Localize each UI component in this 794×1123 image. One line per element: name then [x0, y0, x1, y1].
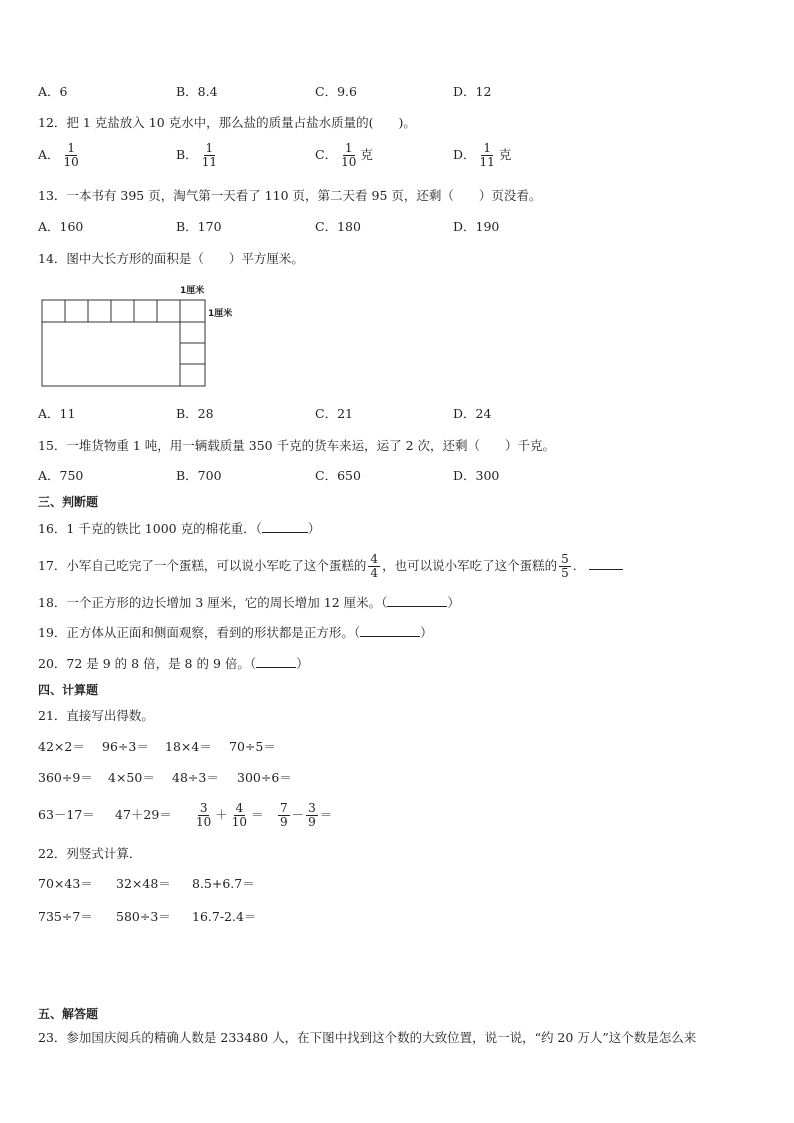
label-side: 1厘米	[208, 309, 233, 319]
question-17: 17．小军自己吃完了一个蛋糕，可以说小军吃了这个蛋糕的 $\frac{4}{4}$ ，也可以说小军吃了这个蛋糕的 $\frac{5}{5}$ ．	[38, 548, 623, 584]
calc-item: 735÷7＝	[38, 909, 93, 924]
question-16: 16．1 千克的铁比 1000 克的棉花重．（ ）	[38, 521, 321, 536]
option-c: C．9.6	[315, 84, 357, 99]
calc-item: 300÷6＝	[237, 770, 292, 785]
option-a: A． $\frac{1}{10}$	[38, 141, 79, 169]
label-top: 1厘米	[180, 286, 205, 296]
calc-item: 70÷5＝	[229, 739, 276, 754]
calc-item: 4×50＝	[108, 770, 155, 785]
fraction-difference: $\frac{7}{9}$ － $\frac{3}{9}$ ＝	[280, 801, 333, 829]
question-15-stem: 15．一堆货物重 1 吨，用一辆载质量 350 千克的货车来运，运了 2 次，还剩（ ）千克。	[38, 438, 556, 453]
question-22-stem: 22．列竖式计算．	[38, 846, 142, 861]
option-d: D．12	[453, 84, 492, 99]
section-heading: 四、计算题	[38, 683, 99, 697]
option-d: D．190	[453, 219, 500, 234]
question-12-stem: 12．把 1 克盐放入 10 克水中，那么盐的质量占盐水质量的( )。	[38, 115, 416, 130]
option-b: B． $\frac{1}{11}$	[176, 141, 217, 169]
calc-item: 63－17＝	[38, 807, 95, 822]
calc-item: 8.5+6.7＝	[192, 876, 255, 891]
calc-item: 96÷3＝	[102, 739, 149, 754]
section-heading: 五、解答题	[38, 1007, 99, 1021]
question-23-stem: 23．参加国庆阅兵的精确人数是 233480 人，在下图中找到这个数的大致位置，说一说，“约 20 万人”这个数是怎么来	[38, 1030, 697, 1045]
question-21-stem: 21．直接写出得数。	[38, 708, 154, 723]
option-b: B．28	[176, 406, 214, 421]
fraction: $\frac{5}{5}$	[561, 552, 569, 580]
option-a: A．750	[38, 468, 84, 483]
calc-item: 47＋29＝	[115, 807, 172, 822]
fraction: $\frac{1}{11}$	[479, 141, 495, 169]
calc-item: 580÷3＝	[116, 909, 171, 924]
option-b: B．700	[176, 468, 222, 483]
section-heading: 三、判断题	[38, 495, 99, 509]
option-b: B．170	[176, 219, 222, 234]
option-b: B．8.4	[176, 84, 218, 99]
calc-item: 42×2＝	[38, 739, 85, 754]
option-c: C．21	[315, 406, 353, 421]
answer-blank	[262, 520, 308, 533]
answer-blank	[589, 555, 623, 570]
question-18: 18．一个正方形的边长增加 3 厘米，它的周长增加 12 厘米。（ ）	[38, 595, 460, 610]
calc-item: 360÷9＝	[38, 770, 93, 785]
question-19: 19．正方体从正面和侧面观察，看到的形状都是正方形。（ ）	[38, 625, 433, 640]
question-13-stem: 13．一本书有 395 页，淘气第一天看了 110 页，第二天看 95 页，还剩（ ）页没看。	[38, 188, 542, 203]
option-a: A．6	[38, 84, 68, 99]
question-14-stem: 14．图中大长方形的面积是（ ）平方厘米。	[38, 251, 304, 266]
rectangle-figure	[40, 282, 250, 388]
option-c: C．650	[315, 468, 361, 483]
fraction: $\frac{1}{10}$	[63, 141, 79, 169]
fraction: $\frac{1}{10}$	[341, 141, 357, 169]
calc-item: 18×4＝	[165, 739, 212, 754]
calc-item: 70×43＝	[38, 876, 93, 891]
answer-blank	[256, 655, 296, 668]
option-d: D．300	[453, 468, 500, 483]
option-a: A．160	[38, 219, 84, 234]
option-d: D．24	[453, 406, 492, 421]
calc-item: 16.7-2.4＝	[192, 909, 257, 924]
answer-blank	[387, 594, 447, 607]
fraction-sum: $\frac{3}{10}$ ＋ $\frac{4}{10}$ ＝	[196, 801, 264, 829]
option-d: D． $\frac{1}{11}$ 克	[453, 141, 512, 169]
option-a: A．11	[38, 406, 76, 421]
question-20: 20．72 是 9 的 8 倍，是 8 的 9 倍。（ ）	[38, 656, 309, 671]
calc-item: 32×48＝	[116, 876, 171, 891]
option-c: C．180	[315, 219, 361, 234]
answer-blank	[360, 624, 420, 637]
fraction: $\frac{4}{4}$	[370, 552, 379, 580]
calc-item: 48÷3＝	[172, 770, 219, 785]
fraction: $\frac{1}{11}$	[201, 141, 217, 169]
option-c: C． $\frac{1}{10}$ 克	[315, 141, 373, 169]
